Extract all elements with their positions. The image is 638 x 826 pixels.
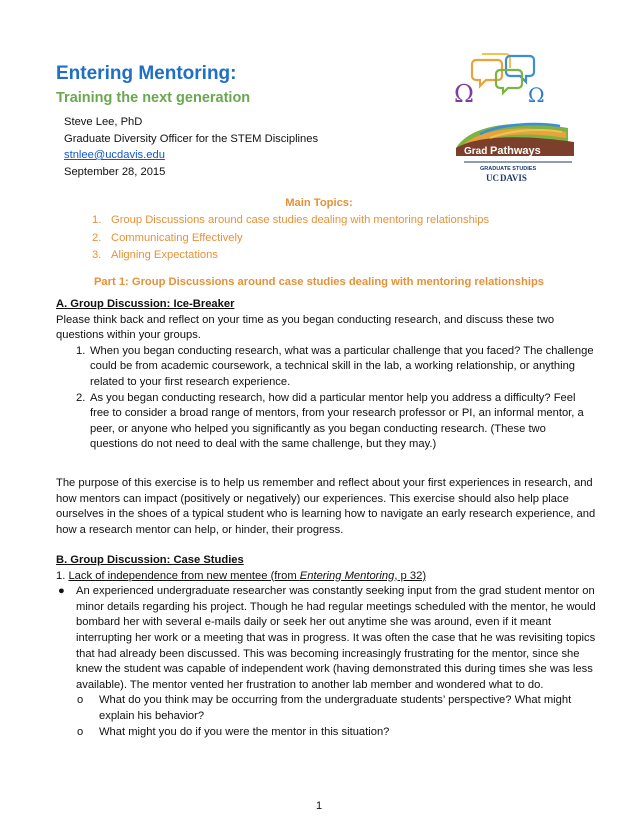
- logo-davis-text: DAVIS: [500, 173, 527, 183]
- logo-pathways-text: Pathways: [490, 145, 541, 157]
- author-name: Steve Lee, PhD: [64, 116, 143, 128]
- section-a-intro: Please think back and reflect on your time as you began conducting research, and discuss these two questions within your groups.: [56, 313, 555, 342]
- question-item: 1. When you began conducting research, what was a particular challenge that you faced? The challenge could be from academic coursework, a technical skill in the lab, a working relationship, or anything related to your first research experience.: [76, 344, 594, 388]
- author-email-link[interactable]: stnlee@ucdavis.edu: [64, 149, 165, 161]
- author-position: Graduate Diversity Officer for the STEM Disciplines: [64, 132, 319, 145]
- logo-uc-text: UC: [486, 173, 499, 183]
- section-a: [56, 297, 596, 453]
- ice-breaker-questions: [56, 344, 596, 453]
- main-topics-heading: Main Topics:: [285, 197, 353, 209]
- sub-question: o What might you do if you were the mentor in this situation?: [77, 725, 390, 738]
- case-study-title: 1. Lack of independence from new mentee (from Entering Mentoring, p 32): [56, 569, 427, 582]
- topic-item: 3. Aligning Expectations: [92, 249, 218, 261]
- exercise-purpose: The purpose of this exercise is to help us remember and reflect about your first experiences in research, and how mentors can impact (positively or negatively) our experiences. This exercise should also help place ourselves in the shoes of a typical student who is learning how to navigate an early research experience, and how a research mentor can help, or hinder, their progress.: [56, 477, 596, 536]
- document-subtitle: Training the next generation: [56, 90, 251, 106]
- mentoring-bubbles-logo: [452, 52, 554, 110]
- omega-left-symbol: Ω: [454, 80, 474, 108]
- document-title: Entering Mentoring:: [56, 63, 237, 84]
- question-item: 2. As you began conducting research, how did a particular mentor help you address a difficulty? Feel free to consider a broad range of mentors, from your research professor or PI, an informal mentor, a peer, or anyone who helped you significantly as you began conducting research. (These two questions do not need to deal with the same challenge, but they may.): [76, 391, 584, 451]
- topic-item: 2. Communicating Effectively: [92, 231, 243, 244]
- section-a-heading: A. Group Discussion: Ice-Breaker: [56, 298, 235, 310]
- grad-pathways-logo: [450, 112, 582, 184]
- author-info: [64, 114, 318, 180]
- sub-question: o What do you think may be occurring from the undergraduate students’ perspective? What might explain his behavior?: [77, 694, 572, 722]
- page-number: 1: [315, 800, 323, 812]
- section-b-heading: B. Group Discussion: Case Studies: [56, 554, 244, 566]
- section-b: [56, 553, 596, 740]
- bullet-dot: ●: [58, 585, 65, 598]
- main-topics-list: [92, 212, 489, 265]
- omega-right-symbol: Ω: [528, 83, 545, 107]
- case-study-text: ● An experienced undergraduate researcher was constantly seeking input from the grad student mentor on minor details regarding his project. Though he had regular meetings scheduled with the mentor, he would bombard her with several e-mails daily or seek her out anytime she was around, even if it meant interrupting her work or a meeting that was in progress. It was often the case that he was revisiting topics that had already been discussed. This was becoming increasingly frustrating for the mentor, since she knew the student was capable of independent work (having demonstrated this during times she was less available). The mentor vented her frustration to another lab member and wondered what to do.: [58, 585, 596, 691]
- logo-grad-text: Grad: [464, 146, 488, 157]
- logo-graduate-studies: GRADUATE STUDIES: [480, 166, 537, 172]
- part1-heading: Part 1: Group Discussions around case studies dealing with mentoring relationships: [93, 276, 545, 288]
- topic-item: 1. Group Discussions around case studies dealing with mentoring relationships: [92, 214, 490, 226]
- document-date: September 28, 2015: [64, 165, 166, 178]
